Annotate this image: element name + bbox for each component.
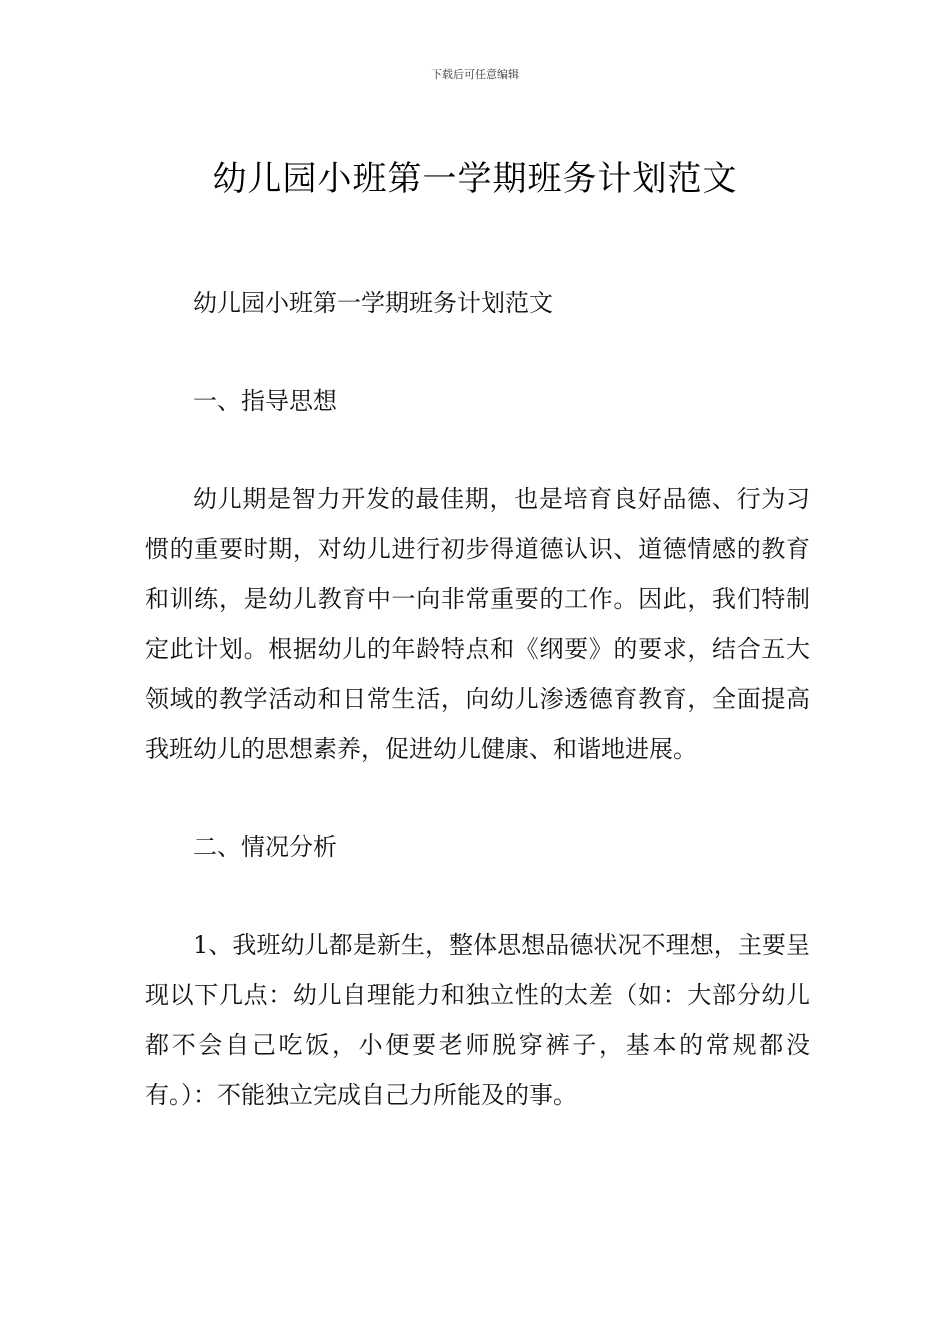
document-body xyxy=(145,278,810,1120)
section-heading-situation-analysis: 二、情况分析 xyxy=(193,833,337,861)
header-note: 下载后可任意编辑 xyxy=(431,68,519,81)
document-title: 幼儿园小班第一学期班务计划范文 xyxy=(212,158,738,199)
section-heading-guiding-thought: 一、指导思想 xyxy=(193,387,337,415)
section-paragraph-guiding-thought: 幼儿期是智力开发的最佳期，也是培育良好品德、行为习惯的重要时期，对幼儿进行初步得道德认识、道德情感的教育和训练，是幼儿教育中一向非常重要的工作。因此，我们特制定此计划。根据幼儿的年龄特点和《纲要》的要求，结合五大领域的教学活动和日常生活，向幼儿渗透德育教育，全面提高我班幼儿的思想素养，促进幼儿健康、和谐地进展。 xyxy=(145,485,810,763)
intro-title: 幼儿园小班第一学期班务计划范文 xyxy=(193,289,553,317)
section-paragraph-situation-analysis: 1、我班幼儿都是新生，整体思想品德状况不理想，主要呈现以下几点：幼儿自理能力和独立性的太差（如：大部分幼儿都不会自己吃饭，小便要老师脱穿裤子，基本的常规都没有。）：不能独立完成自己力所能及的事。 xyxy=(145,931,810,1109)
